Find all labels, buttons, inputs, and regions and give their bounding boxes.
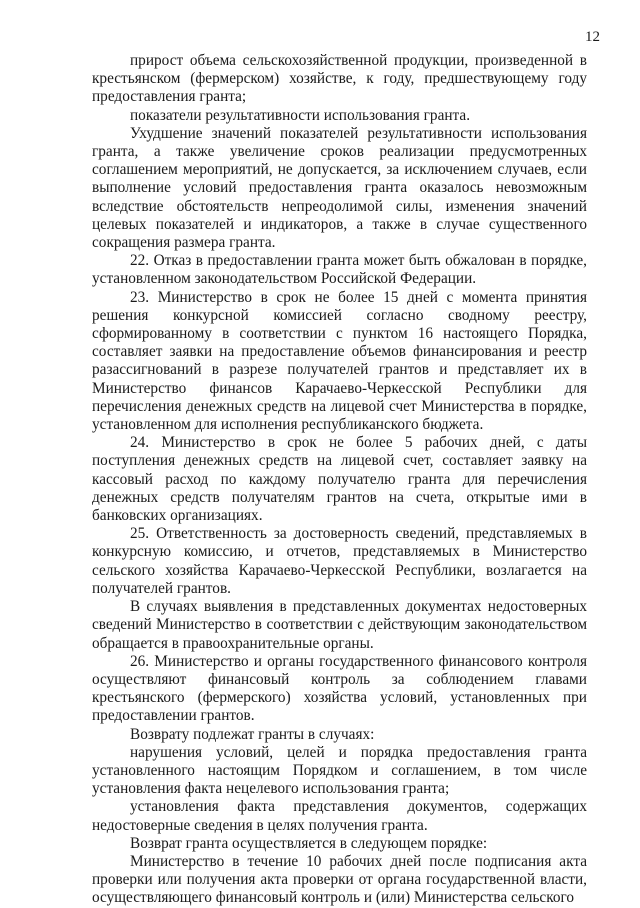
page-number: 12: [585, 29, 600, 45]
paragraph: 26. Министерство и органы государственного финансового контроля осуществляют финансовый контроль за соблюдением главами крестьянского (фермерского) хозяйства условий, установленных при предоставлении грантов.: [92, 652, 587, 725]
document-body: [92, 52, 587, 908]
paragraph: 25. Ответственность за достоверность сведений, представляемых в конкурсную комиссию, и отчетов, представляемых в Министерство сельского хозяйства Карачаево-Черкесской Республики, возлагается на получателей грантов.: [92, 525, 587, 597]
paragraph: Ухудшение значений показателей результативности использования гранта, а также увеличение сроков реализации предусмотренных соглашением мероприятий, не допускается, за исключением случаев, если выполнение условий предоставления гранта оказалось невозможным вследствие обстоятельств непреодолимой силы, изменения значений целевых показателей и индикаторов, а также в случае существенного сокращения размера гранта.: [92, 124, 587, 252]
paragraph: В случаях выявления в представленных документах недостоверных сведений Министерство в соответствии с действующим законодательством обращается в правоохранительные органы.: [92, 598, 587, 652]
paragraph: 24. Министерство в срок не более 5 рабочих дней, с даты поступления денежных средств на лицевой счет, составляет заявку на кассовый расход по каждому получателю гранта для перечисления денежных средств получателям грантов на счета, открытые ими в банковских организациях.: [92, 434, 587, 525]
paragraph: Возврату подлежат гранты в случаях:: [130, 725, 375, 743]
paragraph: 22. Отказ в предоставлении гранта может быть обжалован в порядке, установленном законодательством Российской Федерации.: [92, 252, 587, 288]
paragraph: 23. Министерство в срок не более 15 дней с момента принятия решения конкурсной комиссией согласно сводному реестру, сформированному в соответствии с пунктом 16 настоящего Порядка, составляет заявки на предоставление объемов финансирования и реестр разассигнований в разрезе получателей грантов и представляет их в Министерство финансов Карачаево-Черкесской Республики для перечисления денежных средств на лицевой счет Министерства в порядке, установленном для исполнения республиканского бюджета.: [92, 288, 587, 434]
paragraph: Министерство в течение 10 рабочих дней после подписания акта проверки или получения акта проверки от органа государственной власти, осуществляющего финансовый контроль и (или) Министерства сельского: [92, 852, 587, 907]
paragraph: прирост объема сельскохозяйственной продукции, произведенной в крестьянском (фермерском) хозяйстве, к году, предшествующему году предоставления гранта;: [92, 52, 587, 106]
paragraph: нарушения условий, целей и порядка предоставления гранта установленного настоящим Порядком и соглашением, в том числе установления факта нецелевого использования гранта;: [92, 743, 587, 798]
paragraph: установления факта представления документов, содержащих недостоверные сведения в целях получения гранта.: [92, 798, 587, 834]
paragraph: Возврат гранта осуществляется в следующем порядке:: [130, 834, 488, 852]
paragraph: показатели результативности использования гранта.: [130, 106, 471, 124]
